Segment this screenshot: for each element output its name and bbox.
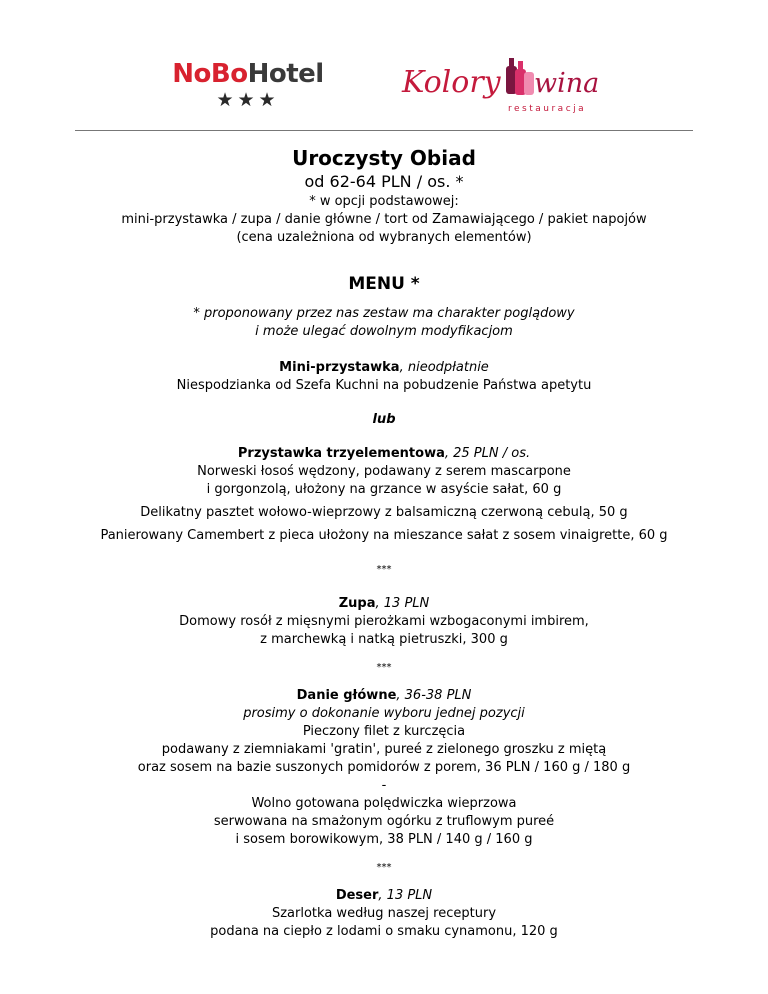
section-separator: *** [376, 862, 392, 873]
dessert-line: Szarlotka według naszej receptury [271, 906, 497, 921]
wine-bottles-icon [506, 58, 534, 95]
soup-price: , 13 PLN [375, 596, 430, 611]
logo-word-wina: wina [534, 68, 600, 99]
main-option-1-line: podawany z ziemniakami 'gratin', pureé z zielonego groszku z miętą [161, 742, 607, 757]
main-heading [60, 687, 708, 705]
logo-word-kolory: Kolory [402, 65, 501, 100]
soup-line: Domowy rosół z mięsnymi pierożkami wzbogaconymi imbirem, [179, 614, 589, 629]
or-label: lub [372, 412, 396, 427]
basic-option-note: * w opcji podstawowej: [309, 194, 459, 209]
hotel-stars: ★★★ [216, 89, 280, 111]
dessert-line: podana na ciepło z lodami o smaku cynamonu, 120 g [210, 924, 558, 939]
nobo-hotel-logo [168, 60, 328, 110]
main-option-2-line: Wolno gotowana polędwiczka wieprzowa [251, 796, 517, 811]
header-divider [75, 130, 693, 131]
starter-line: Norweski łosoś wędzony, podawany z serem mascarpone [197, 464, 571, 479]
starter-line: Panierowany Camembert z pieca ułożony na mieszance sałat z sosem vinaigrette, 60 g [100, 528, 668, 543]
starter-price: , 25 PLN / os. [444, 446, 531, 461]
components-list: mini-przystawka / zupa / danie główne / tort od Zamawiającego / pakiet napojów [121, 212, 647, 227]
main-option-2-line: serwowana na smażonym ogórku z truflowym pureé [213, 814, 555, 829]
mini-name: Mini-przystawka [279, 360, 400, 375]
price-dependency-note: (cena uzależniona od wybranych elementów) [236, 230, 532, 245]
starter-line: Delikatny pasztet wołowo-wieprzowy z balsamiczną czerwoną cebulą, 50 g [140, 505, 628, 520]
main-option-1-line: oraz sosem na bazie suszonych pomidorów z porem, 36 PLN / 160 g / 180 g [137, 760, 631, 775]
mini-heading [60, 359, 708, 377]
main-option-2-line: i sosem borowikowym, 38 PLN / 140 g / 160 g [235, 832, 533, 847]
starter-heading [60, 445, 708, 463]
logo-sub-restauracja: restauracja [508, 104, 587, 114]
mini-description: Niespodzianka od Szefa Kuchni na pobudzenie Państwa apetytu [176, 378, 592, 393]
dessert-name: Deser [335, 888, 379, 903]
starter-line: i gorgonzolą, ułożony na grzance w asyście sałat, 60 g [206, 482, 562, 497]
dessert-heading [60, 887, 708, 905]
section-separator: *** [376, 564, 392, 575]
disclaimer-line-1: * proponowany przez nas zestaw ma charakter poglądowy [193, 306, 575, 321]
dessert-price: , 13 PLN [378, 888, 433, 903]
logo-nobo-part: NoBo [172, 59, 248, 89]
main-instruction: prosimy o dokonanie wyboru jednej pozycji [243, 706, 525, 721]
disclaimer-line-2: i może ulegać dowolnym modyfikacjom [255, 324, 513, 339]
section-separator: *** [376, 662, 392, 673]
main-price: , 36-38 PLN [396, 688, 472, 703]
kolory-wina-logo [388, 50, 618, 120]
main-option-1-line: Pieczony filet z kurczęcia [302, 724, 466, 739]
logo-hotel-part: Hotel [247, 59, 324, 89]
soup-name: Zupa [338, 596, 376, 611]
starter-name: Przystawka trzyelementowa [237, 446, 445, 461]
main-name: Danie główne [296, 688, 397, 703]
mini-price: , nieodpłatnie [399, 360, 489, 375]
menu-heading: MENU * [348, 274, 420, 294]
menu-content [60, 140, 708, 941]
option-divider: - [381, 778, 387, 793]
soup-line: z marchewką i natką pietruszki, 300 g [260, 632, 508, 647]
price-line: od 62-64 PLN / os. * [304, 172, 464, 191]
soup-heading [60, 595, 708, 613]
page-title: Uroczysty Obiad [292, 146, 476, 170]
